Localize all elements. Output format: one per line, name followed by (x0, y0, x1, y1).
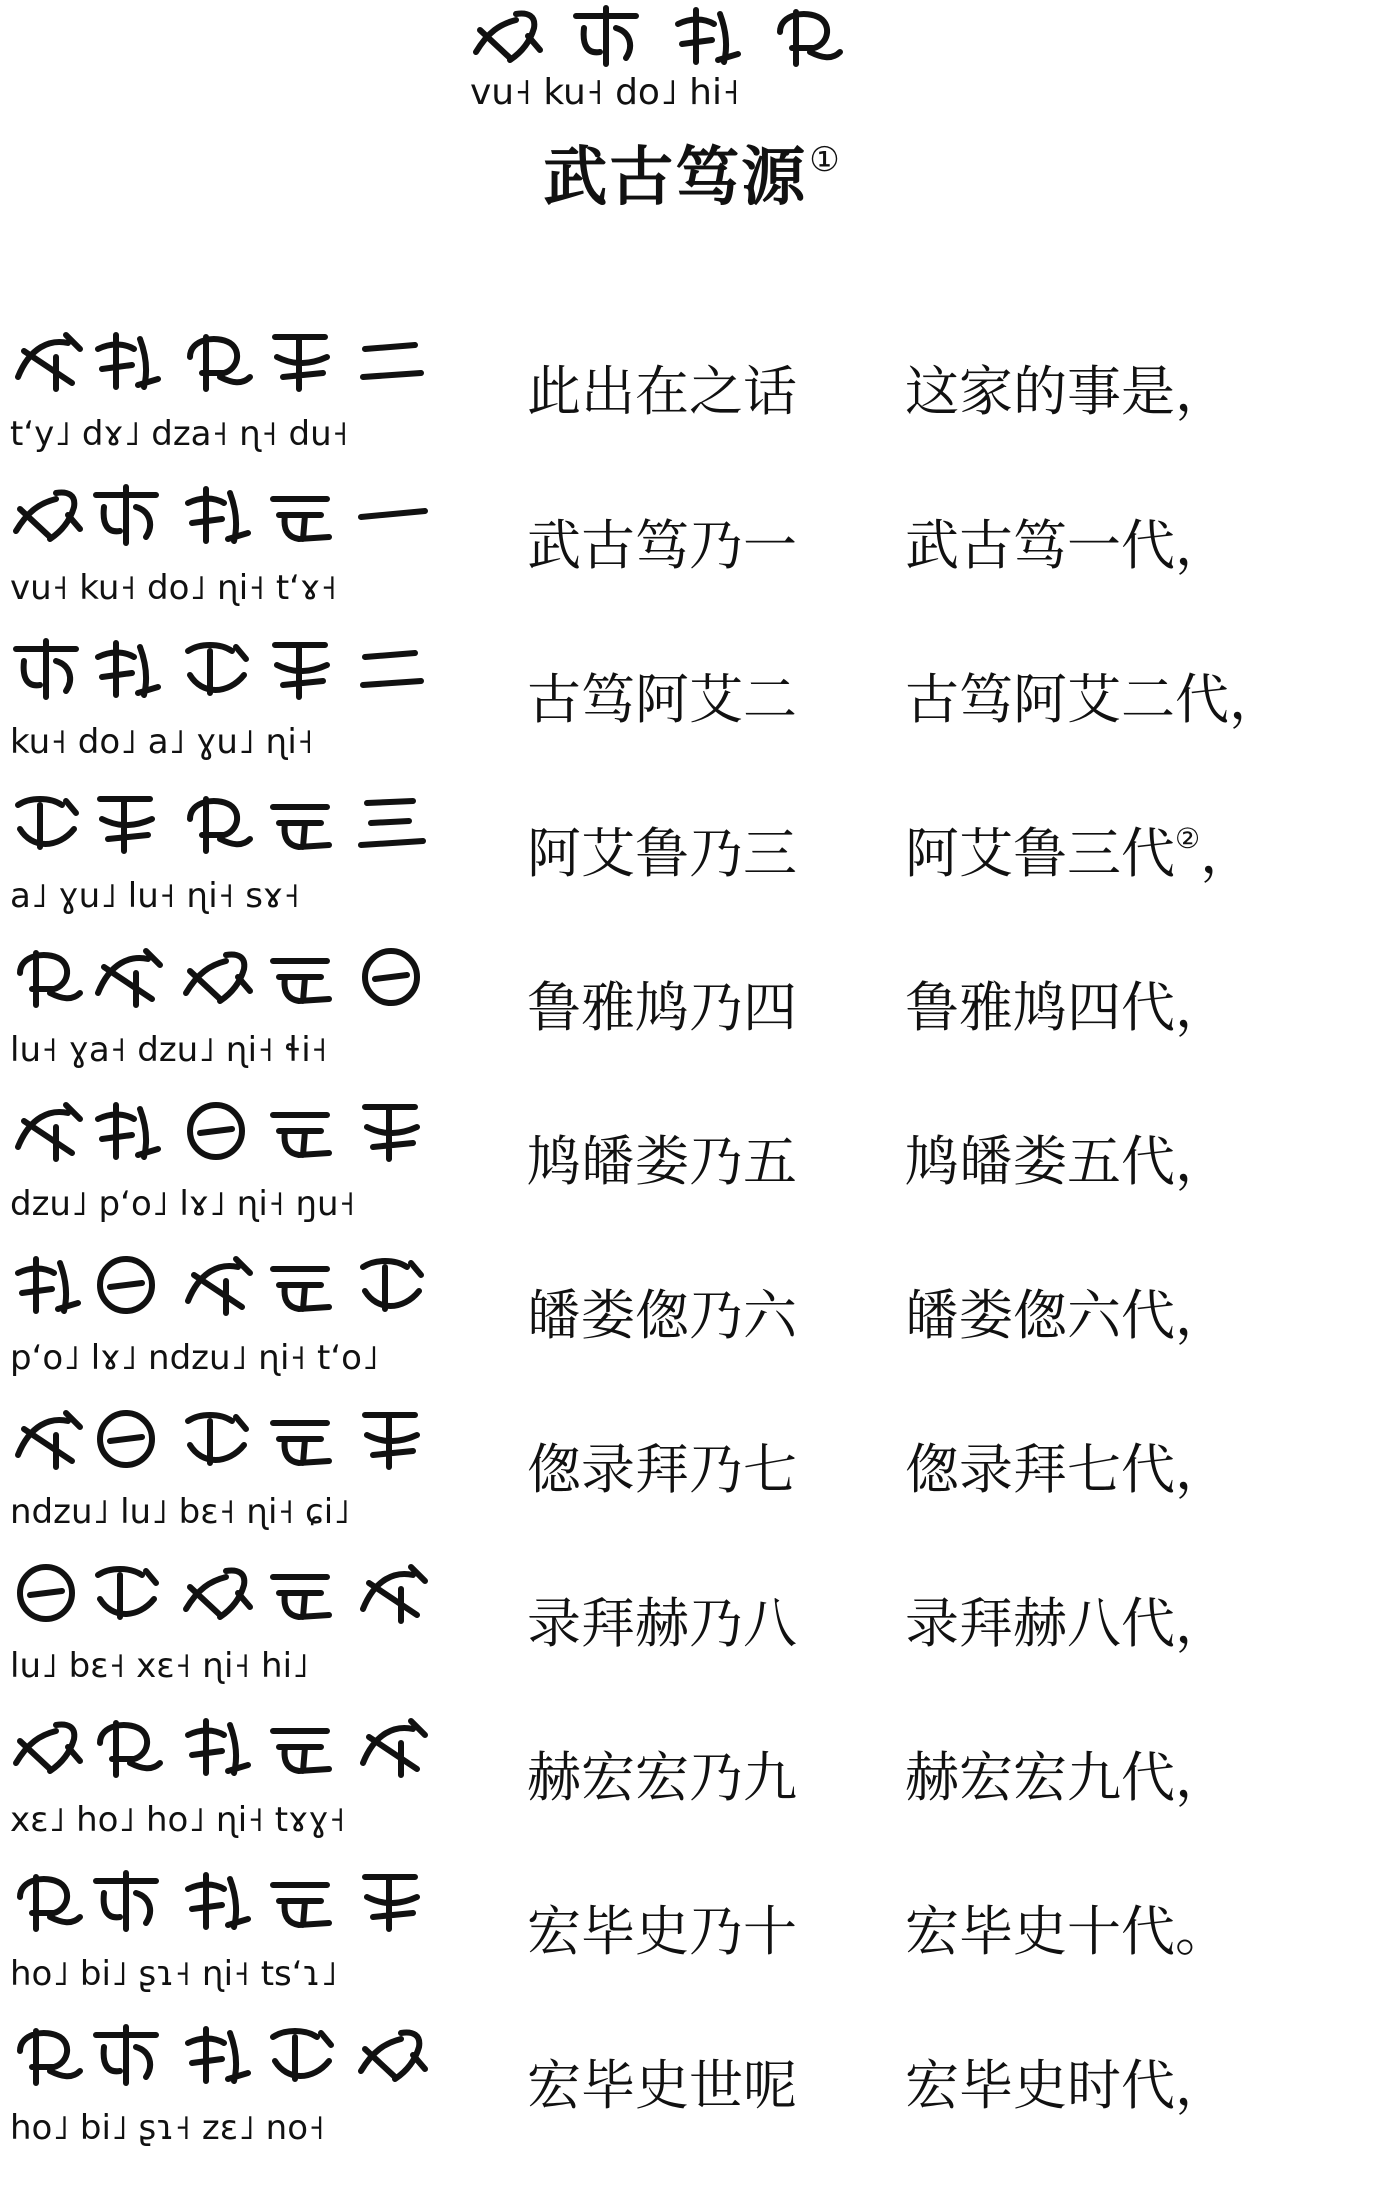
verse-row (0, 1095, 1385, 1249)
translation-text (905, 357, 1229, 427)
punctuation: ， (1175, 976, 1229, 1039)
script-line (10, 481, 440, 611)
romanization-line: xɛ˩ ho˩ ho˩ ɳi˧ tɤɣ˧ (10, 1800, 346, 1840)
translation-main: 宏毕史时代 (905, 2054, 1175, 2117)
verse-row (0, 325, 1385, 479)
romanization-line: lu˩ bɛ˧ xɛ˧ ɳi˧ hi˩ (10, 1646, 309, 1686)
verse-row (0, 1557, 1385, 1711)
verse-row (0, 941, 1385, 1095)
verse-row (0, 2019, 1385, 2173)
romanization-line: tʻy˩ dɤ˩ dza˧ ɳ˧ du˧ (10, 414, 349, 454)
gloss-text: 偬录拜乃七 (527, 1438, 797, 1501)
punctuation: ， (1175, 2054, 1229, 2117)
translation-main: 录拜赫八代 (905, 1592, 1175, 1655)
gloss-text: 古笃阿艾二 (527, 668, 797, 731)
translation-main: 鲁雅鸠四代 (905, 976, 1175, 1039)
romanization-line: pʻo˩ lɤ˩ ndzu˩ ɳi˧ tʻo˩ (10, 1338, 379, 1378)
gloss-text: 阿艾鲁乃三 (527, 822, 797, 885)
translation-text (905, 511, 1229, 581)
romanization-line: ku˧ do˩ a˩ ɣu˩ ɳi˧ (10, 722, 314, 762)
page-title (0, 138, 1385, 218)
translation-text (905, 1435, 1229, 1505)
romanization-line: ho˩ bi˩ ʂɿ˧ ɳi˧ tsʻɿ˩ (10, 1954, 338, 1994)
header (0, 0, 1385, 260)
romanization-line: lu˧ ɣa˧ dzu˩ ɳi˧ ɬi˧ (10, 1030, 328, 1070)
footnote-mark: ② (1175, 822, 1201, 855)
verse-row (0, 787, 1385, 941)
verse-row (0, 1865, 1385, 2019)
translation-main: 阿艾鲁三代 (905, 822, 1175, 885)
translation-main: 这家的事是 (905, 360, 1175, 423)
script-line (10, 1713, 440, 1843)
translation-text (905, 2051, 1229, 2121)
punctuation: ， (1175, 514, 1229, 577)
romanization-line: ndzu˩ lu˩ bɛ˧ ɳi˧ ɕi˩ (10, 1492, 350, 1532)
translation-text (905, 1897, 1229, 1967)
script-line (10, 1405, 440, 1535)
punctuation: ， (1175, 1438, 1229, 1501)
script-line (10, 943, 440, 1073)
translation-text (905, 665, 1283, 735)
gloss-text: 此出在之话 (527, 360, 797, 423)
script-line (10, 1097, 440, 1227)
translation-text (905, 819, 1254, 889)
title-script-glyphs (470, 2, 900, 114)
script-line (10, 635, 440, 765)
punctuation: ， (1229, 668, 1283, 731)
translation-main: 宏毕史十代 (905, 1900, 1175, 1963)
punctuation: ， (1175, 1592, 1229, 1655)
gloss-text: 录拜赫乃八 (527, 1592, 797, 1655)
gloss-text: 宏毕史世呢 (527, 2054, 797, 2117)
punctuation: 。 (1175, 1900, 1229, 1963)
verse-row (0, 479, 1385, 633)
translation-main: 赫宏宏九代 (905, 1746, 1175, 1809)
verse-row (0, 1249, 1385, 1403)
translation-text (905, 1127, 1229, 1197)
script-line (10, 1867, 440, 1997)
gloss-text: 鲁雅鸠乃四 (527, 976, 797, 1039)
script-line (10, 327, 440, 457)
verse-row (0, 1711, 1385, 1865)
script-line (10, 1251, 440, 1381)
romanization-line: vu˧ ku˧ do˩ ɳi˧ tʻɤ˧ (10, 568, 337, 608)
script-line (10, 789, 440, 919)
punctuation: ， (1175, 360, 1229, 423)
translation-text (905, 1589, 1229, 1659)
gloss-text: 鸠皤娄乃五 (527, 1130, 797, 1193)
romanization-line: a˩ ɣu˩ lu˧ ɳi˧ sɤ˧ (10, 876, 300, 916)
translation-main: 皤娄偬六代 (905, 1284, 1175, 1347)
punctuation: ， (1175, 1746, 1229, 1809)
gloss-text: 赫宏宏乃九 (527, 1746, 797, 1809)
verse-row (0, 1403, 1385, 1557)
verse-list (0, 325, 1385, 2173)
translation-main: 武古笃一代 (905, 514, 1175, 577)
punctuation: ， (1175, 1130, 1229, 1193)
title-romanization: vu˧ ku˧ do˩ hi˧ (470, 72, 740, 113)
translation-text (905, 1743, 1229, 1813)
punctuation: ， (1200, 822, 1255, 885)
title-footnote-mark: ① (809, 140, 842, 180)
gloss-text: 皤娄偬乃六 (527, 1284, 797, 1347)
page-title-text: 武古笃源 (543, 140, 808, 215)
translation-main: 古笃阿艾二代 (905, 668, 1229, 731)
script-line (10, 2021, 440, 2151)
verse-row (0, 633, 1385, 787)
translation-main: 偬录拜七代 (905, 1438, 1175, 1501)
title-script (470, 2, 900, 114)
translation-text (905, 1281, 1229, 1351)
translation-text (905, 973, 1229, 1043)
punctuation: ， (1175, 1284, 1229, 1347)
script-line (10, 1559, 440, 1689)
romanization-line: dzu˩ pʻo˩ lɤ˩ ɳi˧ ŋu˧ (10, 1184, 356, 1224)
romanization-line: ho˩ bi˩ ʂɿ˧ zɛ˩ no˧ (10, 2108, 325, 2148)
gloss-text: 武古笃乃一 (527, 514, 797, 577)
translation-main: 鸠皤娄五代 (905, 1130, 1175, 1193)
gloss-text: 宏毕史乃十 (527, 1900, 797, 1963)
